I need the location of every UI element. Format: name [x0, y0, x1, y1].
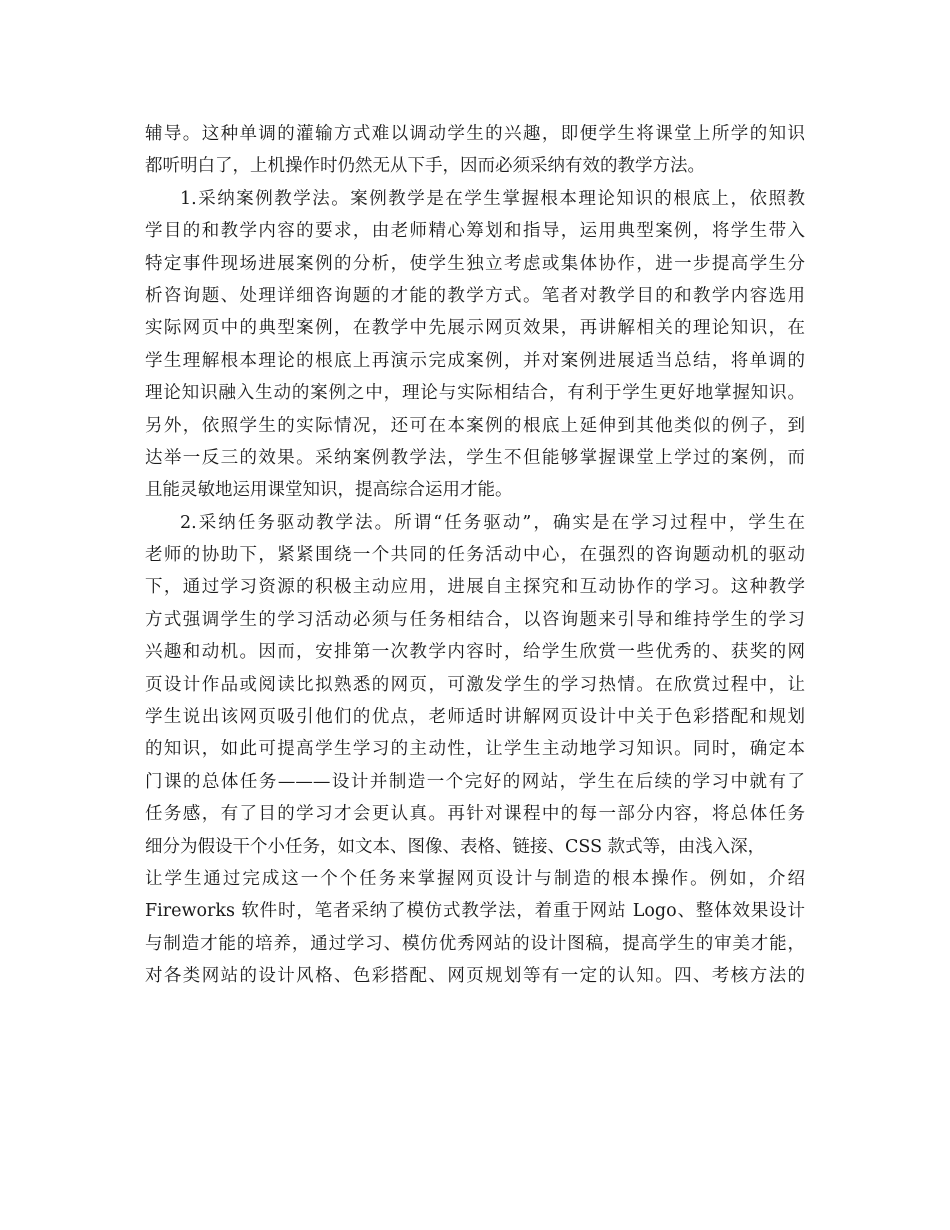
text-line: 页设计作品或阅读比拟熟悉的网页，可激发学生的学习热情。在欣赏过程中，让 — [145, 674, 805, 695]
text-line: 学生说出该网页吸引他们的优点，老师适时讲解网页设计中关于色彩搭配和规划 — [145, 707, 805, 728]
text-line: 与制造才能的培养，通过学习、模仿优秀网站的设计图稿，提高学生的审美才能， — [145, 933, 805, 954]
text-line: 学生理解根本理论的根底上再演示完成案例，并对案例进展适当总结，将单调的 — [145, 350, 805, 371]
text-line: 特定事件现场进展案例的分析，使学生独立考虑或集体协作，进一步提高学生分 — [145, 253, 805, 274]
document-page — [145, 118, 805, 993]
text-line: 门课的总体任务———设计并制造一个完好的网站，学生在后续的学习中就有了 — [145, 771, 805, 792]
text-line: 兴趣和动机。因而，安排第一次教学内容时，给学生欣赏一些优秀的、获奖的网 — [145, 642, 805, 663]
text-line: 析咨询题、处理详细咨询题的才能的教学方式。笔者对教学目的和教学内容选用 — [145, 285, 805, 306]
text-line: Fireworks 软件时，笔者采纳了模仿式教学法，着重于网站 Logo、整体效果设计 — [145, 901, 805, 922]
text-line: 理论知识融入生动的案例之中，理论与实际相结合，有利于学生更好地掌握知识。 — [145, 383, 805, 404]
paragraph-case-teaching — [145, 183, 805, 507]
text-line: 方式强调学生的学习活动必须与任务相结合，以咨询题来引导和维持学生的学习 — [145, 609, 805, 630]
text-line: 辅导。这种单调的灌输方式难以调动学生的兴趣，即便学生将课堂上所学的知识 — [145, 124, 805, 144]
text-line: 另外，依照学生的实际情况，还可在本案例的根底上延伸到其他类似的例子，到 — [145, 415, 805, 436]
text-line: 老师的协助下，紧紧围绕一个共同的任务活动中心，在强烈的咨询题动机的驱动 — [145, 545, 805, 566]
text-line: 1.采纳案例教学法。案例教学是在学生掌握根本理论知识的根底上，依照教 — [180, 188, 805, 209]
text-line: 学目的和教学内容的要求，由老师精心筹划和指导，运用典型案例，将学生带入 — [145, 221, 805, 242]
text-line: 下，通过学习资源的积极主动应用，进展自主探究和互动协作的学习。这种教学 — [145, 577, 805, 598]
text-line: 都听明白了，上机操作时仍然无从下手，因而必须采纳有效的教学方法。 — [145, 156, 705, 177]
text-line: 对各类网站的设计风格、色彩搭配、网页规划等有一定的认知。四、考核方法的 — [145, 966, 805, 987]
text-line: 且能灵敏地运用课堂知识，提高综合运用才能。 — [145, 480, 513, 501]
text-line: 让学生通过完成这一个个任务来掌握网页设计与制造的根本操作。例如，介绍 — [145, 868, 805, 889]
text-line: 的知识，如此可提高学生学习的主动性，让学生主动地学习知识。同时，确定本 — [145, 739, 805, 760]
paragraph-task-driven — [145, 507, 805, 993]
text-line: 细分为假设干个小任务，如文本、图像、表格、链接、CSS 款式等，由浅入深， — [145, 836, 766, 857]
text-line: 2.采纳任务驱动教学法。所谓“任务驱动”，确实是在学习过程中，学生在 — [180, 512, 805, 533]
text-line: 任务感，有了目的学习才会更认真。再针对课程中的每一部分内容，将总体任务 — [145, 804, 805, 825]
paragraph-intro-continuation — [145, 118, 805, 183]
text-line: 达举一反三的效果。采纳案例教学法，学生不但能够掌握课堂上学过的案例，而 — [145, 447, 805, 468]
text-line: 实际网页中的典型案例，在教学中先展示网页效果，再讲解相关的理论知识，在 — [145, 318, 805, 339]
